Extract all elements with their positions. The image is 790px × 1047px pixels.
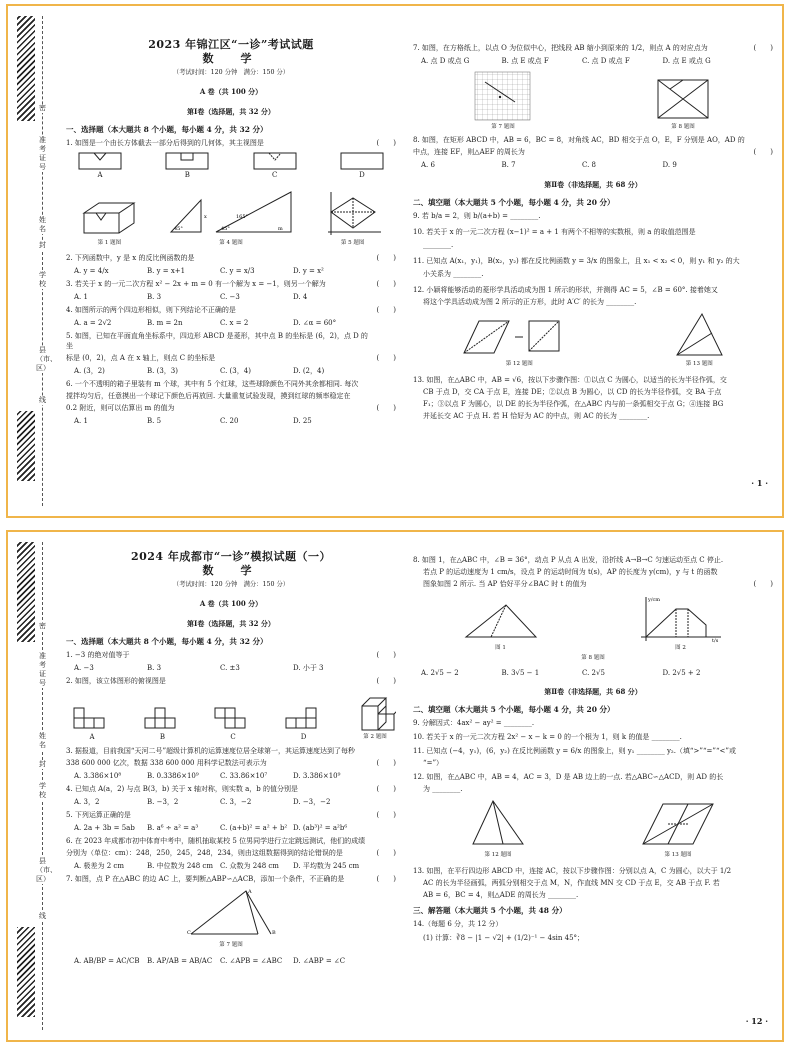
question-1: 1. −3 的绝对值等于 ( )	[66, 651, 396, 659]
figures-row-q12-q13	[413, 798, 773, 860]
subject: 数 学	[202, 564, 260, 577]
question-13-cont: AC 的长为半径画弧，两弧分别相交于点 M，N，作直线 MN 交 CD 于点 E，交 AB 于点 F. 若	[423, 879, 720, 887]
question-13: 13. 如图，在△ABC 中，AB = √6，按以下步骤作图：①以点 C 为圆心，以适当的长为半径作弧，交	[413, 376, 727, 384]
svg-text:45°: 45°	[173, 226, 183, 232]
binding-strip	[14, 16, 58, 506]
strip-label: 学校	[36, 271, 49, 289]
roll-a: A 卷（共 100 分）	[199, 599, 263, 608]
part-heading: 第Ⅱ卷（非选择题，共 68 分）	[544, 180, 642, 189]
q3-options: A. 1 B. 3 C. −3 D. 4	[74, 293, 308, 301]
question-8: 8. 如图，在矩形 ABCD 中，AB = 6，BC = 8，对角线 AC，BD 相交于点 O，E，F 分别是 AO，AD 的	[413, 136, 745, 144]
question-9: 9. 若 b/a = 2，则 b/(a+b) = ________.	[413, 212, 541, 220]
option-figure: B	[165, 152, 209, 180]
svg-text:C: C	[187, 930, 191, 936]
strip-label: 姓名	[36, 216, 49, 234]
answer-paren: ( )	[376, 139, 396, 147]
figure-q4: 45° 165° 45° x m 第 4 题图	[166, 190, 296, 248]
question-13-cont: AB = 6，BC = 4，则△ADE 的周长为 ________.	[423, 891, 579, 899]
question-6-cont: 搅拌均匀后，任意摸出一个球记下颜色后再放回. 大量重复试验发现，摸到红球的频率稳定在	[66, 392, 351, 400]
roll-a: A 卷（共 100 分）	[199, 87, 263, 96]
question-3: 3. 若关于 x 的一元二次方程 x² − 2x + m = 0 有一个解为 x = −1，则另一个解为 ( )	[66, 280, 396, 288]
question-12-cont: 将这个学具活动成为图 2 所示的正方形，此时 A′C′ 的长为 ________.	[423, 298, 637, 306]
question-10: 10. 若关于 x 的一元二次方程 (x−1)² = a + 1 有两个不相等的实数根，则 a 的取值范围是	[413, 228, 696, 236]
strip-label: 县（市、区）	[36, 857, 57, 883]
question-5: 5. 下列运算正确的是 ( )	[66, 811, 396, 819]
question-8-cont: 若点 P 的运动速度为 1 cm/s，设点 P 的运动时间为 t(s)，AP 的长度为 y(cm)，y 与 t 的函数	[423, 568, 718, 576]
part-heading: 第Ⅰ卷（选择题，共 32 分）	[187, 107, 275, 116]
strip-label: 姓名	[36, 732, 49, 750]
strip-label: 学校	[36, 782, 49, 800]
figure-q8-1: 图 1	[461, 601, 541, 653]
question-11: 11. 已知点 A(x₁，y₁)，B(x₂，y₂) 都在反比例函数 y = 3/x 的图象上，且 x₁ < x₂ < 0，则 y₁ 和 y₂ 的大	[413, 257, 740, 265]
figures-row-1	[66, 190, 396, 248]
hatch-block-top	[17, 16, 35, 121]
strip-label: 封	[36, 241, 49, 250]
option-figure: C	[213, 706, 253, 742]
svg-text:B: B	[272, 930, 276, 936]
strip-label: 线	[36, 396, 49, 405]
hatch-block-bottom	[17, 927, 35, 1017]
svg-text:x: x	[203, 214, 207, 220]
question-12-cont: 为 ________.	[423, 785, 463, 793]
option-figure: B	[143, 706, 183, 742]
exam-page-2	[6, 530, 784, 1042]
page-number: · 1 ·	[751, 478, 768, 488]
question-5: 5. 如图，已知在平面直角坐标系中，四边形 ABCD 是菱形，其中点 B 的坐标是 (6，2)，点 D 的坐	[66, 332, 368, 350]
figure-q13: 第 13 题图	[672, 311, 727, 369]
question-11: 11. 已知点 (−4，y₁)，(6，y₂) 在反比例函数 y = 6/x 的图象上，则 y₁ ________ y₂.（填“>”“=”“<”或	[413, 747, 736, 755]
question-14-part-1: (1) 计算：∛8 − |1 − √2| + (1/2)⁻¹ − 4sin 45°；	[423, 934, 585, 942]
question-7: 7. 如图，点 P 在△ABC 的边 AC 上，要判断△ABP∽△ACB，添加一个条件，不正确的是 ( )	[66, 875, 396, 883]
exam-info: （考试时间：120 分钟 满分：150 分）	[172, 581, 290, 588]
question-11-cont: 小关系为 ________.	[423, 270, 484, 278]
right-column	[413, 40, 773, 421]
hatch-block-bottom	[17, 411, 35, 481]
left-column	[66, 40, 396, 426]
q5-options: A. 2a + 3b = 5ab B. a⁶ ÷ a² = a³ C. (a+b)² = a² + b² D. (ab³)² = a²b⁶	[74, 824, 348, 832]
figures-row-q12-q13	[413, 311, 773, 369]
question-6: 6. 在 2023 年成都市初中体育中考中，随机抽取某校 5 位男同学进行立定跳远测试，他们的成绩	[66, 837, 366, 845]
strip-label: 准考证号	[36, 652, 49, 688]
figure-q8: 第 8 题图	[653, 76, 713, 132]
q2-options: A. y = 4/x B. y = x+1 C. y = x/3 D. y = x²	[74, 267, 324, 275]
question-6-cont: 0.2 附近，则可以估算出 m 的值为 ( )	[66, 404, 396, 412]
figure-q12: 第 12 题图	[459, 313, 579, 369]
question-2: 2. 如图，该立体图形的俯视图是 ( )	[66, 677, 396, 685]
question-10: 10. 若关于 x 的一元二次方程 2x² − x − k = 0 的一个根为 1，则 k 的值是 ________.	[413, 733, 682, 741]
question-4: 4. 已知点 A(a，2) 与点 B(3，b) 关于 x 轴对称，则实数 a，b 的值分别是 ( )	[66, 785, 396, 793]
strip-label: 准考证号	[36, 136, 49, 172]
question-9: 9. 分解因式：4ax² − ay² = ________.	[413, 719, 535, 727]
figure-q7: 第 7 题图	[473, 70, 533, 132]
q5-options: A. (3，2) B. (3，3) C. (3，4) D. (2，4)	[74, 367, 325, 375]
question-8-cont: 图象如图 2 所示. 当 AP 恰好平分∠BAC 时 t 的值为 ( )	[423, 580, 773, 588]
question-text: 1. 如图是一个由长方体截去一部分后得到的几何体，其主视图是	[66, 139, 264, 147]
figures-row-q8	[413, 595, 773, 653]
figure-q12: 第 12 题图	[468, 798, 528, 860]
question-14: 14.（每题 6 分，共 12 分）	[413, 920, 503, 928]
svg-text:y/cm: y/cm	[647, 597, 660, 603]
q8-options: A. 2√5 − 2 B. 3√5 − 1 C. 2√5 D. 2√5 + 2	[421, 669, 701, 677]
q7-options: A. 点 D 或点 G B. 点 E 或点 F C. 点 D 或点 F D. 点 E 或点 G	[421, 57, 711, 65]
strip-label: 密	[36, 104, 49, 113]
section-heading: 一、选择题（本大题共 8 个小题，每小题 4 分，共 32 分）	[66, 637, 268, 646]
figure-q13: 第 13 题图	[638, 798, 718, 860]
option-figure: A	[78, 152, 122, 180]
svg-text:A: A	[248, 889, 252, 895]
q8-options: A. 6 B. 7 C. 8 D. 9	[421, 161, 677, 169]
figure-caption-q8: 第 8 题图	[581, 655, 605, 661]
figure-q8-2: y/cm t/s 图 2	[636, 595, 726, 653]
question-13-cont: 并延长交 AC 于点 H. 若 H 恰好为 AC 的中点，则 AC 的长为 ________.	[423, 412, 650, 420]
q2-options-figs	[66, 690, 396, 742]
strip-label: 线	[36, 912, 49, 921]
figure-q2: 第 2 题图	[354, 690, 396, 742]
exam-page-1	[6, 4, 784, 518]
q4-options: A. a = 2√2 B. m = 2n C. x = 2 D. ∠α = 60°	[74, 319, 337, 327]
question-7: 7. 如图，在方格纸上，以点 O 为位似中心，把线段 AB 缩小到原来的 1/2，则点 A 的对应点为 ( )	[413, 44, 773, 52]
figure-q5: 第 5 题图	[323, 190, 383, 248]
part-heading: 第Ⅰ卷（选择题，共 32 分）	[187, 619, 275, 628]
svg-text:t/s: t/s	[711, 638, 718, 643]
q6-options: A. 1 B. 5 C. 20 D. 25	[74, 417, 312, 425]
q7-options: A. AB/BP = AC/CB B. AP/AB = AB/AC C. ∠APB = ∠ABC D. ∠ABP = ∠C	[74, 957, 346, 965]
q1-options: A. −3 B. 3 C. ±3 D. 小于 3	[74, 664, 324, 672]
question-10-cont: ________.	[423, 241, 454, 249]
figure-row-q7	[66, 888, 396, 950]
question-4: 4. 如图所示的两个四边形相似，则下列结论不正确的是 ( )	[66, 306, 396, 314]
figures-row-q7-q8	[413, 70, 773, 132]
question-12: 12. 如图，在△ABC 中，AB = 4，AC = 3，D 是 AB 边上的一点. 若△ABC∽△ACD，则 AD 的长	[413, 773, 724, 781]
option-figure: C	[253, 152, 297, 180]
q3-options: A. 3.386×10⁸ B. 0.3386×10⁹ C. 33.86×10⁷ D. 3.386×10⁹	[74, 772, 341, 780]
option-figure: D	[340, 152, 384, 180]
page-number: · 12 ·	[745, 1016, 768, 1026]
binding-strip	[14, 542, 58, 1030]
exam-title: 2024 年成都市“一诊”模拟试题（一）	[130, 550, 332, 563]
question-11-cont: “=”）	[423, 759, 444, 767]
question-8: 8. 如图 1，在△ABC 中，∠B = 36°，动点 P 从点 A 出发，沿折线 A→B→C 匀速运动至点 C 停止.	[413, 556, 724, 564]
right-column	[413, 552, 773, 943]
option-figure: D	[284, 706, 324, 742]
q4-options: A. 3，2 B. −3，2 C. 3，−2 D. −3，−2	[74, 798, 331, 806]
svg-text:m: m	[277, 226, 283, 232]
svg-text:45°: 45°	[220, 226, 230, 232]
strip-label: 密	[36, 622, 49, 631]
figure-q1: 第 1 题图	[79, 198, 139, 248]
question-1	[66, 138, 396, 148]
question-13: 13. 如图，在平行四边形 ABCD 中，连接 AC，按以下步骤作图：分别以点 A，C 为圆心，以大于 1/2	[413, 867, 732, 875]
question-6: 6. 一个不透明的箱子里装有 m 个球，其中有 5 个红球，这些球除颜色不同外其余都相同. 每次	[66, 380, 359, 388]
strip-label: 县（市、区）	[36, 346, 57, 372]
section-heading: 一、选择题（本大题共 8 个小题，每小题 4 分，共 32 分）	[66, 125, 268, 134]
question-13-cont: F₁；③以点 F 为圆心，以 DE 的长为半径作弧，在△ABC 内与前一条弧相交于点 G；④连接 BG	[423, 400, 724, 408]
question-5-cont: 标是 (0，2)，点 A 在 x 轴上，则点 C 的坐标是 ( )	[66, 354, 396, 362]
question-3-cont: 338 600 000 亿次，数据 338 600 000 用科学记数法可表示为 ( )	[66, 759, 396, 767]
strip-label: 封	[36, 760, 49, 769]
section-heading: 三、解答题（本大题共 5 个小题，共 48 分）	[413, 906, 567, 915]
question-12: 12. 小颖将能够活动的菱形学具活动成为图 1 所示的形状，并测得 AC = 5，∠B = 60°. 接着她又	[413, 286, 718, 294]
question-6-cont: 分别为（单位：cm）：248，250，245，248，234，则由这组数据得到的结论错误的是 ( )	[66, 849, 396, 857]
q6-options: A. 极差为 2 cm B. 中位数为 248 cm C. 众数为 248 cm D. 平均数为 245 cm	[74, 862, 360, 870]
question-2: 2. 下列函数中，y 是 x 的反比例函数的是 ( )	[66, 254, 396, 262]
question-8-cont: 中点，连接 EF，则△AEF 的周长为 ( )	[413, 148, 773, 156]
exam-title: 2023 年锦江区“一诊”考试试题	[148, 38, 314, 51]
figure-q7: C A B 第 7 题图	[187, 889, 276, 948]
svg-text:165°: 165°	[235, 214, 249, 220]
section-heading: 二、填空题（本大题共 5 个小题，每小题 4 分，共 20 分）	[413, 705, 615, 714]
question-13-cont: CB 于点 D，交 CA 于点 E，连接 DE；②以点 B 为圆心，以 CD 的长为半径作弧，交 BA 于点	[423, 388, 722, 396]
q1-options-figs	[66, 152, 396, 180]
question-3: 3. 据报道，目前我国“天河二号”超级计算机的运算速度位居全球第一，其运算速度达到了每秒	[66, 747, 356, 755]
part-heading: 第Ⅱ卷（非选择题，共 68 分）	[544, 687, 642, 696]
exam-info: （考试时间：120 分钟 满分：150 分）	[172, 69, 290, 76]
option-figure: A	[72, 706, 112, 742]
hatch-block-top	[17, 542, 35, 642]
seal-line	[42, 16, 43, 506]
subject: 数 学	[202, 52, 260, 65]
section-heading: 二、填空题（本大题共 5 个小题，每小题 4 分，共 20 分）	[413, 198, 615, 207]
left-column	[66, 552, 396, 966]
